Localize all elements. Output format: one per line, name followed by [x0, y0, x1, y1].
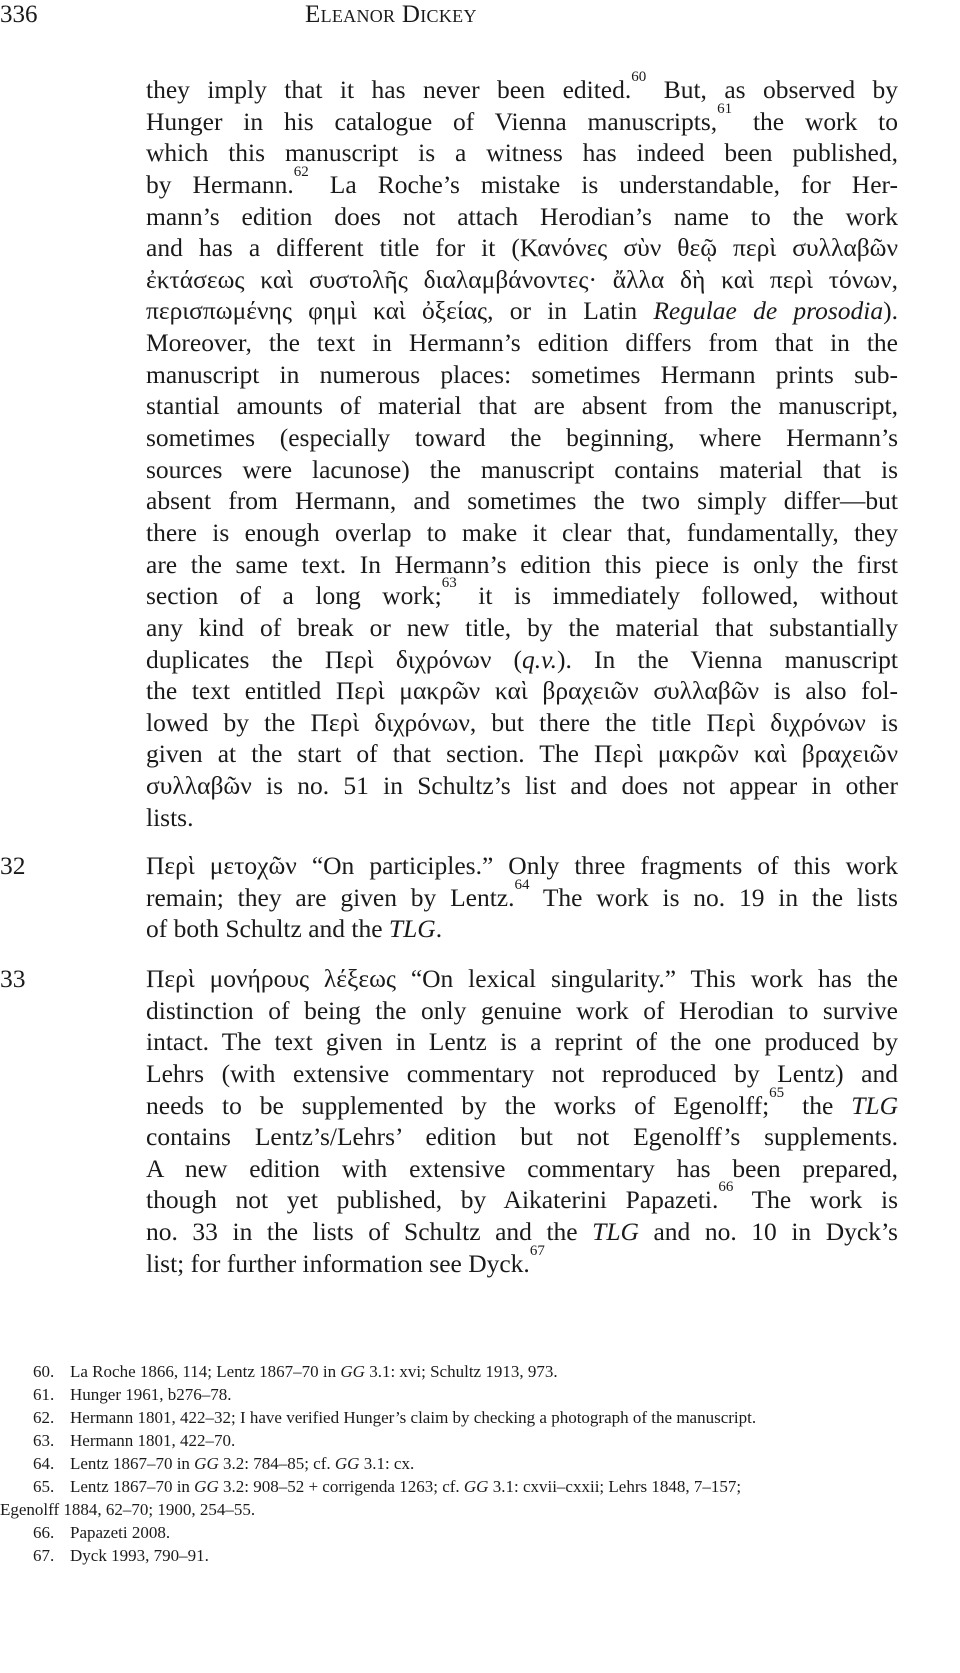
text: La Roche 1866, 114; Lentz 1867–70 in: [70, 1362, 341, 1381]
text-line: [146, 802, 898, 834]
text: Hermann 1801, 422–70.: [70, 1431, 236, 1450]
italic-text: q.v.: [522, 644, 557, 674]
footnote-number: 64.: [33, 1454, 55, 1473]
italic-text: TLG: [592, 1217, 639, 1247]
footnote: [0, 1360, 930, 1383]
text: section of a long work;: [146, 581, 442, 611]
text-line: [146, 201, 898, 233]
footnote-ref[interactable]: 61: [717, 100, 733, 117]
italic-text: GG: [463, 1477, 489, 1496]
footnote-ref[interactable]: 63: [441, 575, 457, 592]
text-line: [146, 390, 898, 422]
footnote-number: 65.: [33, 1477, 55, 1496]
text: mann’s edition does not attach Herodian’s name to the work: [146, 201, 898, 231]
text-line: [146, 770, 898, 802]
body-paragraph: [146, 69, 898, 833]
text: 3.2: 908–52 + corrigenda 1263; cf.: [218, 1477, 464, 1496]
text: Lentz 1867–70 in: [70, 1477, 195, 1496]
text-line: [146, 612, 898, 644]
italic-text: GG: [194, 1454, 219, 1473]
text: 3.1: cxvii–cxxii; Lehrs 1848, 7–157;: [488, 1477, 742, 1496]
text: ἐκτάσεως καὶ συστολῆς διαλαμβάνοντες· ἄλλα δὴ καὶ περὶ τόνων,: [146, 264, 898, 294]
text-line: [146, 644, 898, 676]
text: the: [784, 1090, 852, 1120]
text: 3.1: xvi; Schultz 1913, 973.: [364, 1362, 558, 1381]
text: list; for further information see Dyck.: [146, 1248, 530, 1278]
footnote-number: 63.: [33, 1431, 55, 1450]
text: needs to be supplemented by the works of Egenolff;: [146, 1090, 770, 1120]
text: περισπωμένης φημὶ καὶ ὀξείας, or in Latin: [146, 296, 654, 326]
text-line: [146, 913, 898, 945]
footnote-continuation: Egenolff 1884, 62–70; 1900, 254–55.: [0, 1500, 256, 1519]
footnote: [0, 1383, 930, 1406]
text-line: [146, 963, 898, 995]
text-line: [146, 137, 898, 169]
footnote-number: 61.: [33, 1385, 55, 1404]
text: Papazeti 2008.: [70, 1523, 171, 1542]
text-line: [146, 1242, 898, 1280]
text: given at the start of that section. The Περὶ μακρῶν καὶ βραχειῶν: [146, 739, 898, 769]
footnote: [0, 1521, 930, 1544]
text: But, as observed by: [646, 75, 898, 104]
text: lists.: [146, 802, 194, 832]
text: by Hermann.: [146, 169, 294, 199]
text-line: [146, 1153, 898, 1185]
text: it is immediately followed, without: [456, 581, 898, 611]
text-line: [146, 100, 898, 138]
entry-number: 32: [0, 851, 26, 880]
text: Hunger in his catalogue of Vienna manuscripts,: [146, 106, 718, 136]
text-line: [146, 1216, 898, 1248]
text-line: [146, 1026, 898, 1058]
text: Lentz 1867–70 in: [70, 1454, 195, 1473]
text-line: [146, 1058, 898, 1090]
footnote-ref[interactable]: 67: [529, 1242, 545, 1259]
text: though not yet published, by Aikaterini Papazeti.: [146, 1185, 719, 1215]
text: 3.2: 784–85; cf.: [218, 1454, 335, 1473]
text: Moreover, the text in Hermann’s edition differs from that in the: [146, 328, 898, 358]
text: absent from Hermann, and sometimes the two simply differ—but: [146, 486, 898, 516]
text: of both Schultz and the: [146, 914, 389, 944]
text: The work is: [733, 1185, 898, 1215]
text: and no. 10 in Dyck’s: [638, 1217, 898, 1247]
text: sometimes (especially toward the beginning, where Hermann’s: [146, 423, 898, 453]
footnote-number: 66.: [33, 1523, 55, 1542]
footnote-number: 62.: [33, 1408, 55, 1427]
italic-text: TLG: [388, 914, 436, 944]
text-line: [146, 69, 898, 106]
text: there is enough overlap to make it clear that, fundamentally, they: [146, 517, 898, 547]
text: Περὶ μετοχῶν “On participles.” Only three fragments of this work: [146, 851, 898, 880]
running-head: Eleanor Dickey: [305, 1, 477, 28]
text: no. 33 in the lists of Schultz and the: [146, 1217, 593, 1247]
text: distinction of being the only genuine work of Herodian to survive: [146, 995, 898, 1025]
text: duplicates the Περὶ διχρόνων (: [146, 644, 523, 674]
text: remain; they are given by Lentz.: [146, 882, 515, 912]
text: lowed by the Περὶ διχρόνων, but there the title Περὶ διχρόνων is: [146, 707, 898, 737]
text-line: [146, 675, 898, 707]
text: stantial amounts of material that are absent from the manuscript,: [146, 391, 898, 421]
text: .: [435, 914, 443, 944]
text: the work to: [732, 106, 898, 136]
italic-text: GG: [334, 1454, 360, 1473]
italic-text: TLG: [851, 1090, 898, 1120]
text-line: [146, 549, 898, 581]
text: sources were lacunose) the manuscript contains material that is: [146, 454, 898, 484]
text-line: [146, 422, 898, 454]
text: 3.1: cx.: [359, 1454, 415, 1473]
text: and has a different title for it (Κανόνες σὺν θεῷ περὶ συλλαβῶν: [146, 233, 898, 263]
italic-text: Regulae de prosodia: [653, 296, 884, 326]
text: συλλαβῶν is no. 51 in Schultz’s list and does not appear in other: [146, 771, 898, 801]
text-line: [146, 517, 898, 549]
text: ).: [883, 296, 898, 326]
text: they imply that it has never been edited.: [146, 75, 632, 104]
footnote: [0, 1452, 930, 1475]
text: any kind of break or new title, by the material that substantially: [146, 612, 898, 642]
text-line: [146, 876, 898, 914]
text-line: [146, 454, 898, 486]
entry-33: [0, 963, 898, 1279]
footnote-number: 60.: [33, 1362, 55, 1381]
footnote-ref[interactable]: 65: [769, 1084, 785, 1101]
footnote-ref[interactable]: 64: [514, 876, 530, 893]
text: Hunger 1961, b276–78.: [70, 1385, 232, 1404]
text: La Roche’s mistake is understandable, for Her-: [308, 169, 898, 199]
text: A new edition with extensive commentary has been prepared,: [146, 1153, 898, 1183]
text-line: [146, 295, 898, 327]
text: Περὶ μονήρους λέξεως “On lexical singularity.” This work has the: [146, 964, 898, 993]
footnote: [0, 1544, 930, 1567]
text-line: [146, 738, 898, 770]
text: are the same text. In Hermann’s edition this piece is only the first: [146, 549, 898, 579]
footnote: [0, 1406, 930, 1429]
text-line: [146, 264, 898, 296]
entry-number: 33: [0, 964, 26, 993]
text: manuscript in numerous places: sometimes Hermann prints sub-: [146, 359, 898, 389]
italic-text: GG: [340, 1362, 365, 1381]
text-line: [146, 707, 898, 739]
text: The work is no. 19 in the lists: [529, 882, 898, 912]
text: Dyck 1993, 790–91.: [70, 1546, 209, 1565]
text-line: [146, 163, 898, 201]
text: ). In the Vienna manuscript: [556, 644, 898, 674]
text-line: [146, 1179, 898, 1216]
footnote: [0, 1475, 930, 1498]
footnote: [0, 1429, 930, 1452]
text: contains Lentz’s/Lehrs’ edition but not Egenolff’s supplements.: [146, 1122, 898, 1152]
text-line: [146, 1121, 898, 1153]
text-line: [146, 1084, 898, 1122]
text: Lehrs (with extensive commentary not reproduced by Lentz) and: [146, 1058, 898, 1088]
entry-32: [0, 850, 898, 945]
text-line: [146, 232, 898, 264]
text-line: [146, 359, 898, 391]
text: intact. The text given in Lentz is a reprint of the one produced by: [146, 1027, 898, 1057]
text-line: [146, 485, 898, 517]
text: which this manuscript is a witness has indeed been published,: [146, 138, 898, 168]
text-line: [146, 575, 898, 612]
footnote-ref[interactable]: 60: [631, 69, 647, 85]
text-line: [146, 327, 898, 359]
italic-text: GG: [194, 1477, 219, 1496]
text-line: [146, 995, 898, 1027]
footnote-number: 67.: [33, 1546, 55, 1565]
text: Hermann 1801, 422–32; I have verified Hunger’s claim by checking a photograph of the manuscript.: [70, 1408, 757, 1427]
page-number: 336: [0, 1, 38, 28]
text: the text entitled Περὶ μακρῶν καὶ βραχειῶν συλλαβῶν is also fol-: [146, 676, 898, 706]
footnotes: [0, 1360, 930, 1567]
footnote-ref[interactable]: 62: [293, 163, 309, 180]
footnote-ref[interactable]: 66: [718, 1179, 734, 1196]
